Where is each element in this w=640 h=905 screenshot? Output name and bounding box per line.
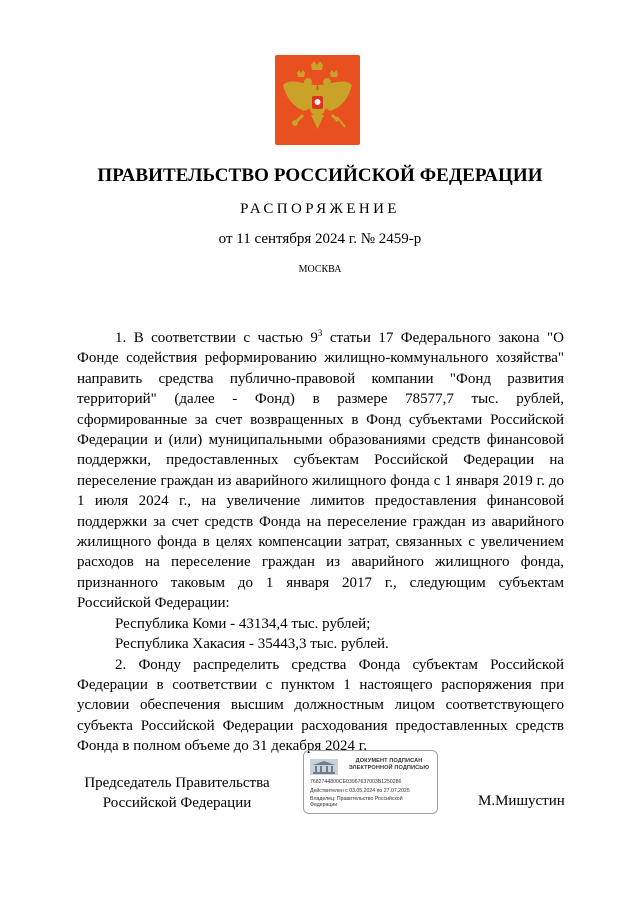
list-item-khakassia: Республика Хакасия - 35443,3 тыс. рублей.: [115, 636, 389, 653]
document-city: МОСКВА: [298, 264, 342, 275]
signer-position-line-1: Председатель Правительства: [84, 775, 270, 791]
stamp-title: ДОКУМЕНТ ПОДПИСАН ЭЛЕКТРОННОЙ ПОДПИСЬЮ: [348, 758, 430, 771]
document-body: [77, 328, 564, 757]
stamp-owner-line-2: Федерации: [310, 802, 338, 808]
signer-position: [77, 773, 277, 813]
stamp-owner-line-1: Владелец: Правительство Российской: [310, 796, 403, 802]
document-date-number: от 11 сентября 2024 г. № 2459-р: [218, 231, 422, 247]
stamp-validity: Действителен с 03.05.2024 по 27.07.2025: [310, 788, 410, 794]
signer-name: М.Мишустин: [478, 793, 565, 809]
stamp-certificate: 7682744800CE03967637003B1250286: [310, 779, 402, 785]
building-icon: [310, 759, 338, 775]
coat-of-arms-icon: [275, 55, 360, 145]
electronic-signature-stamp: [303, 750, 438, 814]
paragraph-2: 2. Фонду распределить средства Фонда субъектам Российской Федерации в соответствии с пунктом 1 настоящего распоряжения при условии обеспечения высшим должностным лицом соответствующего субъекта Российской Федерации расходования предоставленных средств Фонда в полном объеме до 31 декабря 2024 г.: [77, 656, 564, 755]
document-type: РАСПОРЯЖЕНИЕ: [240, 201, 400, 217]
paragraph-1: [77, 328, 564, 614]
organization-title: ПРАВИТЕЛЬСТВО РОССИЙСКОЙ ФЕДЕРАЦИИ: [97, 165, 543, 186]
paragraph-1-rest: статьи 17 Федерального закона "О Фонде содействия реформированию жилищно-коммунального хозяйства" направить средства публично-правовой компании "Фонд развития территорий" (далее - Фонд) в размере 78577,7 тыс. рублей, сформированные за счет возвращенных в Фонд субъектами Российской Федерации и (или) муниципальными образованиями средств финансовой поддержки, предоставленных субъектам Российской Федерации на переселение граждан из аварийного жилищного фонда с 1 января 2019 г. до 1 июля 2024 г., на увеличение лимитов предоставления финансовой поддержки за счет средств Фонда на переселение граждан из аварийного жилищного фонда в целях компенсации затрат, связанных с увеличением расходов на переселение граждан из аварийного жилищного фонда, признанного таковым до 1 января 2017 г., следующим субъектам Российской Федерации:: [77, 330, 564, 612]
list-item-komi: Республика Коми - 43134,4 тыс. рублей;: [115, 615, 371, 632]
superscript: 3: [317, 328, 323, 338]
signer-position-line-2: Российской Федерации: [102, 795, 252, 811]
paragraph-1-start: 1. В соответствии с частью 9: [115, 330, 318, 346]
